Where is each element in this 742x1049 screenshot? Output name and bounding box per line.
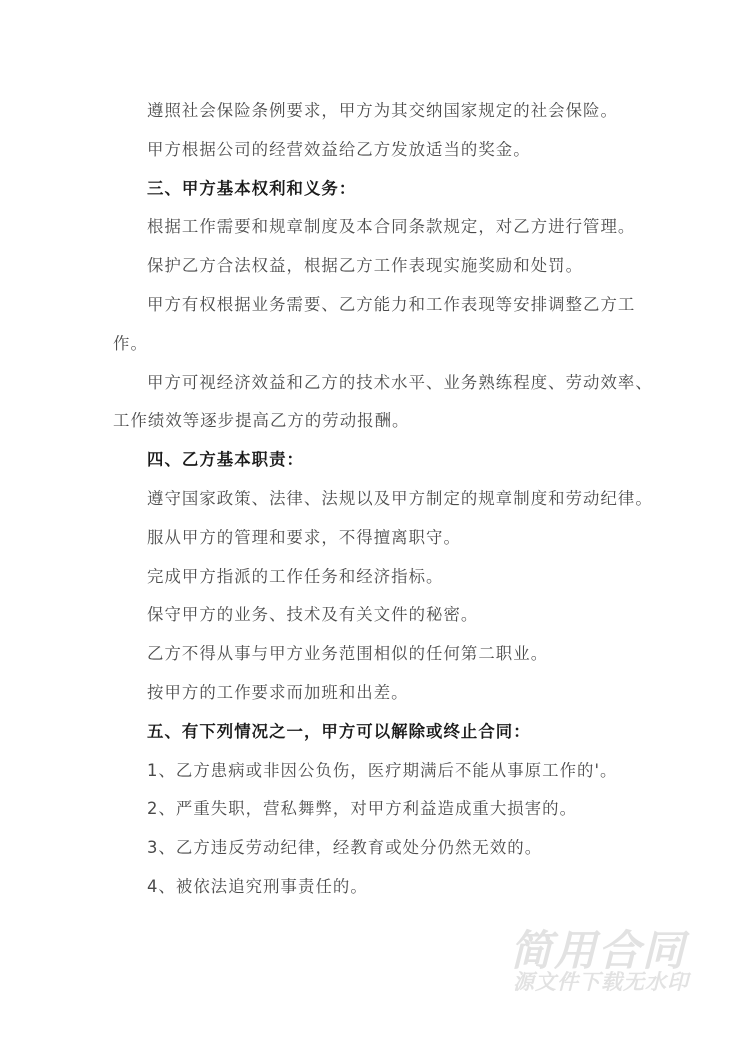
section-heading: 四、乙方基本职责：	[147, 450, 304, 470]
paragraph-line: 按甲方的工作要求而加班和出差。	[147, 682, 409, 702]
paragraph-line: 4、被依法追究刑事责任的。	[147, 876, 368, 896]
section-heading: 三、甲方基本权利和义务：	[147, 178, 357, 198]
paragraph-line: 服从甲方的管理和要求，不得擅离职守。	[147, 527, 461, 547]
paragraph-line: 3、乙方违反劳动纪律，经教育或处分仍然无效的。	[147, 838, 543, 858]
paragraph-line: 遵照社会保险条例要求，甲方为其交纳国家规定的社会保险。	[147, 101, 618, 120]
paragraph-line: 保守甲方的业务、技术及有关文件的秘密。	[147, 605, 479, 625]
paragraph-line: 甲方根据公司的经营效益给乙方发放适当的奖金。	[147, 139, 531, 159]
paragraph-line: 根据工作需要和规章制度及本合同条款规定，对乙方进行管理。	[147, 217, 636, 237]
paragraph-line: 遵守国家政策、法律、法规以及甲方制定的规章制度和劳动纪律。	[147, 488, 653, 508]
document-body	[113, 92, 653, 907]
section-heading: 五、有下列情况之一，甲方可以解除或终止合同：	[147, 721, 531, 741]
paragraph-line: 1、乙方患病或非因公负伤，医疗期满后不能从事原工作的'。	[147, 760, 618, 780]
paragraph-line: 甲方可视经济效益和乙方的技术水平、业务熟练程度、劳动效率、	[147, 372, 653, 392]
watermark-brand: 简用合同	[510, 926, 687, 975]
paragraph-line: 甲方有权根据业务需要、乙方能力和工作表现等安排调整乙方工	[147, 294, 636, 314]
paragraph-line: 2、严重失职，营私舞弊，对甲方利益造成重大损害的。	[147, 799, 578, 819]
paragraph-line: 工作绩效等逐步提高乙方的劳动报酬。	[113, 411, 410, 431]
paragraph-line: 作。	[113, 333, 148, 353]
paragraph-line: 保护乙方合法权益，根据乙方工作表现实施奖励和处罚。	[147, 256, 584, 276]
paragraph-line: 乙方不得从事与甲方业务范围相似的任何第二职业。	[147, 644, 549, 664]
watermark-tagline: 源文件下载无水印	[513, 970, 689, 994]
paragraph-line: 完成甲方指派的工作任务和经济指标。	[147, 566, 444, 586]
